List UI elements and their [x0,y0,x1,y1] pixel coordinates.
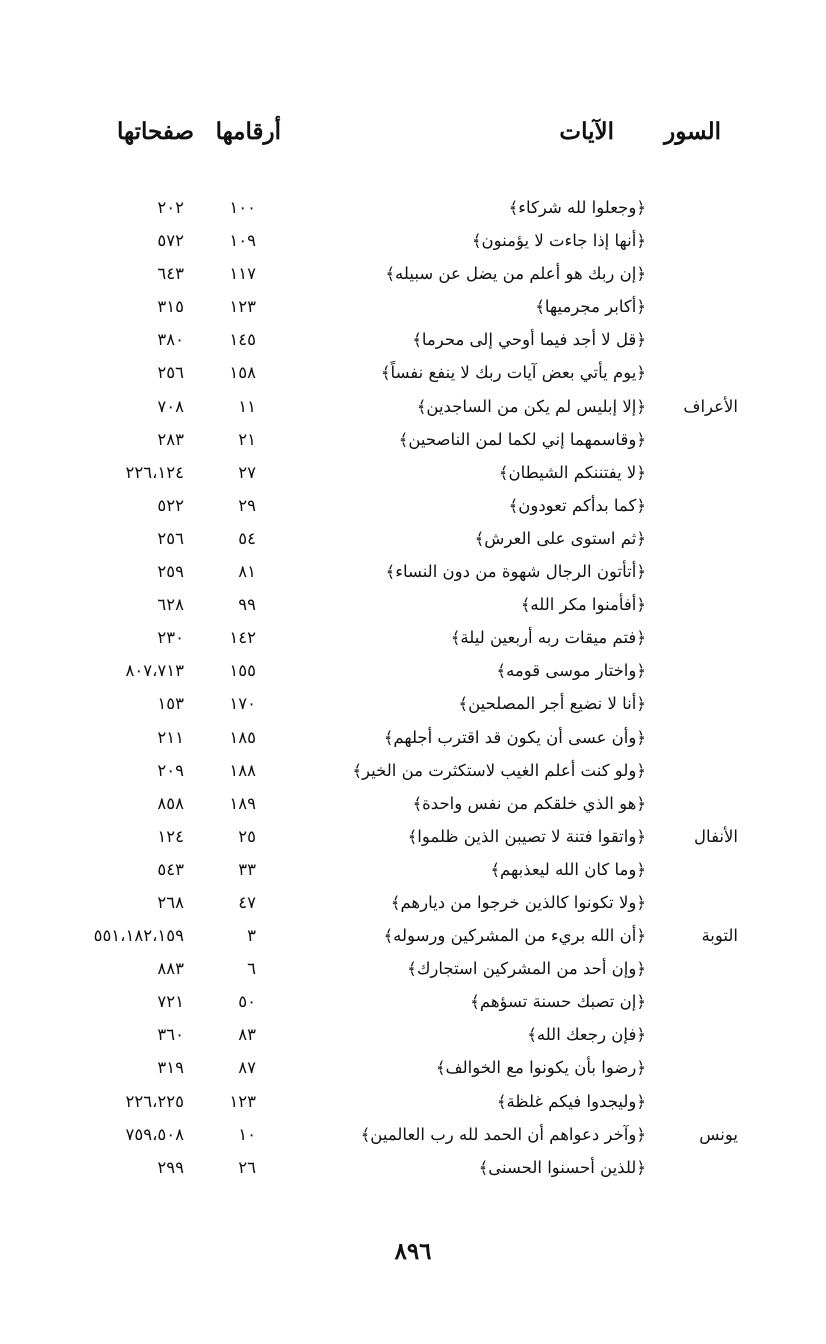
surah-name: يونس [699,1124,738,1144]
table-row [0,823,826,856]
page-numbers: ٢٥٦ [157,528,184,548]
verse-number: ١٤٢ [229,628,256,648]
verse-number: ٦ [247,959,256,979]
verse-text: ﴿ولا تكونوا كالذين خرجوا من ديارهم﴾ [390,892,646,912]
verse-number: ٣ [247,926,256,946]
verse-number: ١٥٨ [229,363,256,383]
table-row [0,558,826,591]
page-numbers: ٢١١ [157,727,184,747]
page-numbers: ٢٢٦،١٢٤ [125,462,184,482]
verse-number: ١١٧ [229,264,256,284]
page-numbers: ٦٢٨ [157,595,184,615]
table-row [0,955,826,988]
page-numbers: ٢٩٩ [157,1157,184,1177]
verse-text: ﴿فتم ميقات ربه أربعين ليلة﴾ [450,628,646,648]
page-numbers: ٢٠٢ [157,198,184,217]
verse-text: ﴿أفأمنوا مكر الله﴾ [520,595,646,615]
page-numbers: ٢٠٩ [157,760,184,780]
table-row [0,227,826,260]
verse-number: ٨٧ [238,1058,256,1078]
table-row [0,359,826,392]
table-row [0,459,826,492]
verse-number: ١٤٥ [229,330,256,350]
page-numbers: ١٥٣ [157,694,184,714]
verse-text: ﴿يوم يأتي بعض آيات ربك لا ينفع نفساً﴾ [380,363,646,383]
page-numbers: ٨٨٣ [157,959,184,979]
verse-number: ٩٩ [238,595,256,615]
surah-name: الأنفال [694,826,738,846]
verse-number: ١٠٩ [229,231,256,251]
verse-number: ٨١ [238,562,256,582]
page-numbers: ٢٢٦،٢٢٥ [125,1091,184,1111]
verse-number: ١٥٥ [229,661,256,681]
verse-text: ﴿إن تصبك حسنة تسؤهم﴾ [470,992,646,1012]
surah-name: التوبة [701,926,738,946]
table-row [0,889,826,922]
verse-text: ﴿أنا لا نضيع أجر المصلحين﴾ [458,694,646,714]
table-row [0,393,826,426]
verse-number: ١٢٣ [229,1091,256,1111]
page-numbers: ٥٢٢ [157,495,184,515]
verse-text: ﴿وما كان الله ليعذبهم﴾ [490,859,646,879]
column-header [0,118,826,158]
verse-number: ٢٧ [238,462,256,482]
verse-number: ٨٣ [238,1025,256,1045]
table-row [0,492,826,525]
verse-text: ﴿أكابر مجرميها﴾ [535,297,646,317]
header-ayat: الآيات [559,118,614,145]
verse-text: ﴿وقاسمهما إني لكما لمن الناصحين﴾ [398,429,646,449]
verse-number: ١٨٩ [229,793,256,813]
verse-text: ﴿واختار موسى قومه﴾ [496,661,646,681]
page-numbers: ٣١٩ [157,1058,184,1078]
table-row [0,757,826,790]
verse-text: ﴿ولو كنت أعلم الغيب لاستكثرت من الخير﴾ [352,760,646,780]
verse-number: ٢٩ [238,495,256,515]
table-row [0,657,826,690]
table-row [0,988,826,1021]
verse-number: ١٧٠ [229,694,256,714]
page-numbers: ٣٨٠ [157,330,184,350]
verse-number: ٢٥ [238,826,256,846]
page-numbers: ٨٥٨ [157,793,184,813]
page-numbers: ٧٠٨ [157,396,184,416]
table-row [0,326,826,359]
verse-text: ﴿واتقوا فتنة لا تصيبن الذين ظلموا﴾ [407,826,646,846]
table-row [0,790,826,823]
verse-number: ١٠٠ [229,198,256,217]
table-row [0,1121,826,1154]
table-row [0,293,826,326]
verse-number: ٢١ [238,429,256,449]
verse-text: ﴿أنها إذا جاءت لا يؤمنون﴾ [471,231,646,251]
page-numbers: ٥٧٢ [157,231,184,251]
table-row [0,1054,826,1087]
index-table [0,194,826,1187]
verse-text: ﴿وليجدوا فيكم غلظة﴾ [496,1091,646,1111]
verse-text: ﴿قل لا أجد فيما أوحي إلى محرما﴾ [412,330,646,350]
verse-number: ١٨٥ [229,727,256,747]
verse-number: ١٠ [238,1124,256,1144]
page-numbers: ٢٨٣ [157,429,184,449]
verse-text: ﴿رضوا بأن يكونوا مع الخوالف﴾ [435,1058,646,1078]
table-row [0,690,826,723]
verse-text: ﴿وجعلوا لله شركاء﴾ [508,198,646,217]
header-surah: السور [664,118,721,145]
verse-number: ١٢٣ [229,297,256,317]
page-number: ٨٩٦ [394,1238,432,1265]
verse-text: ﴿فإن رجعك الله﴾ [527,1025,646,1045]
verse-text: ﴿إلا إبليس لم يكن من الساجدين﴾ [416,396,646,416]
page-numbers: ٢٣٠ [157,628,184,648]
page-numbers: ٢٥٩ [157,562,184,582]
page-numbers: ٧٥٩،٥٠٨ [125,1124,184,1144]
verse-text: ﴿وآخر دعواهم أن الحمد لله رب العالمين﴾ [360,1124,646,1144]
verse-text: ﴿أن الله بريء من المشركين ورسوله﴾ [383,926,646,946]
verse-number: ٣٣ [238,859,256,879]
surah-name: الأعراف [683,396,738,416]
page-numbers: ٢٦٨ [157,892,184,912]
verse-number: ٥٤ [238,528,256,548]
verse-number: ١١ [238,396,256,416]
header-numbers: أرقامها [215,118,281,145]
page-numbers: ٥٥١،١٨٢،١٥٩ [93,926,184,946]
table-row [0,1021,826,1054]
header-pages: صفحاتها [116,118,194,145]
verse-text: ﴿وإن أحد من المشركين استجارك﴾ [407,959,646,979]
verse-text: ﴿ثم استوى على العرش﴾ [474,528,646,548]
table-row [0,1088,826,1121]
table-row [0,856,826,889]
page-numbers: ١٢٤ [157,826,184,846]
page-numbers: ٧٢١ [157,992,184,1012]
page-numbers: ٢٥٦ [157,363,184,383]
table-row [0,525,826,558]
verse-number: ٢٦ [238,1157,256,1177]
verse-number: ٥٠ [238,992,256,1012]
verse-text: ﴿أتأتون الرجال شهوة من دون النساء﴾ [385,562,646,582]
table-row [0,624,826,657]
verse-number: ٤٧ [238,892,256,912]
table-row [0,426,826,459]
table-row [0,260,826,293]
page-numbers: ٦٤٣ [157,264,184,284]
table-row [0,922,826,955]
page-numbers: ٨٠٧،٧١٣ [125,661,184,681]
verse-text: ﴿كما بدأكم تعودون﴾ [508,495,646,515]
verse-text: ﴿وأن عسى أن يكون قد اقترب أجلهم﴾ [383,727,646,747]
verse-text: ﴿إن ربك هو أعلم من يضل عن سبيله﴾ [385,264,646,284]
table-row [0,194,826,227]
verse-text: ﴿للذين أحسنوا الحسنى﴾ [478,1157,646,1177]
page-numbers: ٣١٥ [157,297,184,317]
table-row [0,591,826,624]
page-numbers: ٥٤٣ [157,859,184,879]
verse-text: ﴿لا يفتننكم الشيطان﴾ [498,462,646,482]
page-numbers: ٣٦٠ [157,1025,184,1045]
verse-text: ﴿هو الذي خلقكم من نفس واحدة﴾ [412,793,646,813]
table-row [0,724,826,757]
verse-number: ١٨٨ [229,760,256,780]
table-row [0,1154,826,1187]
